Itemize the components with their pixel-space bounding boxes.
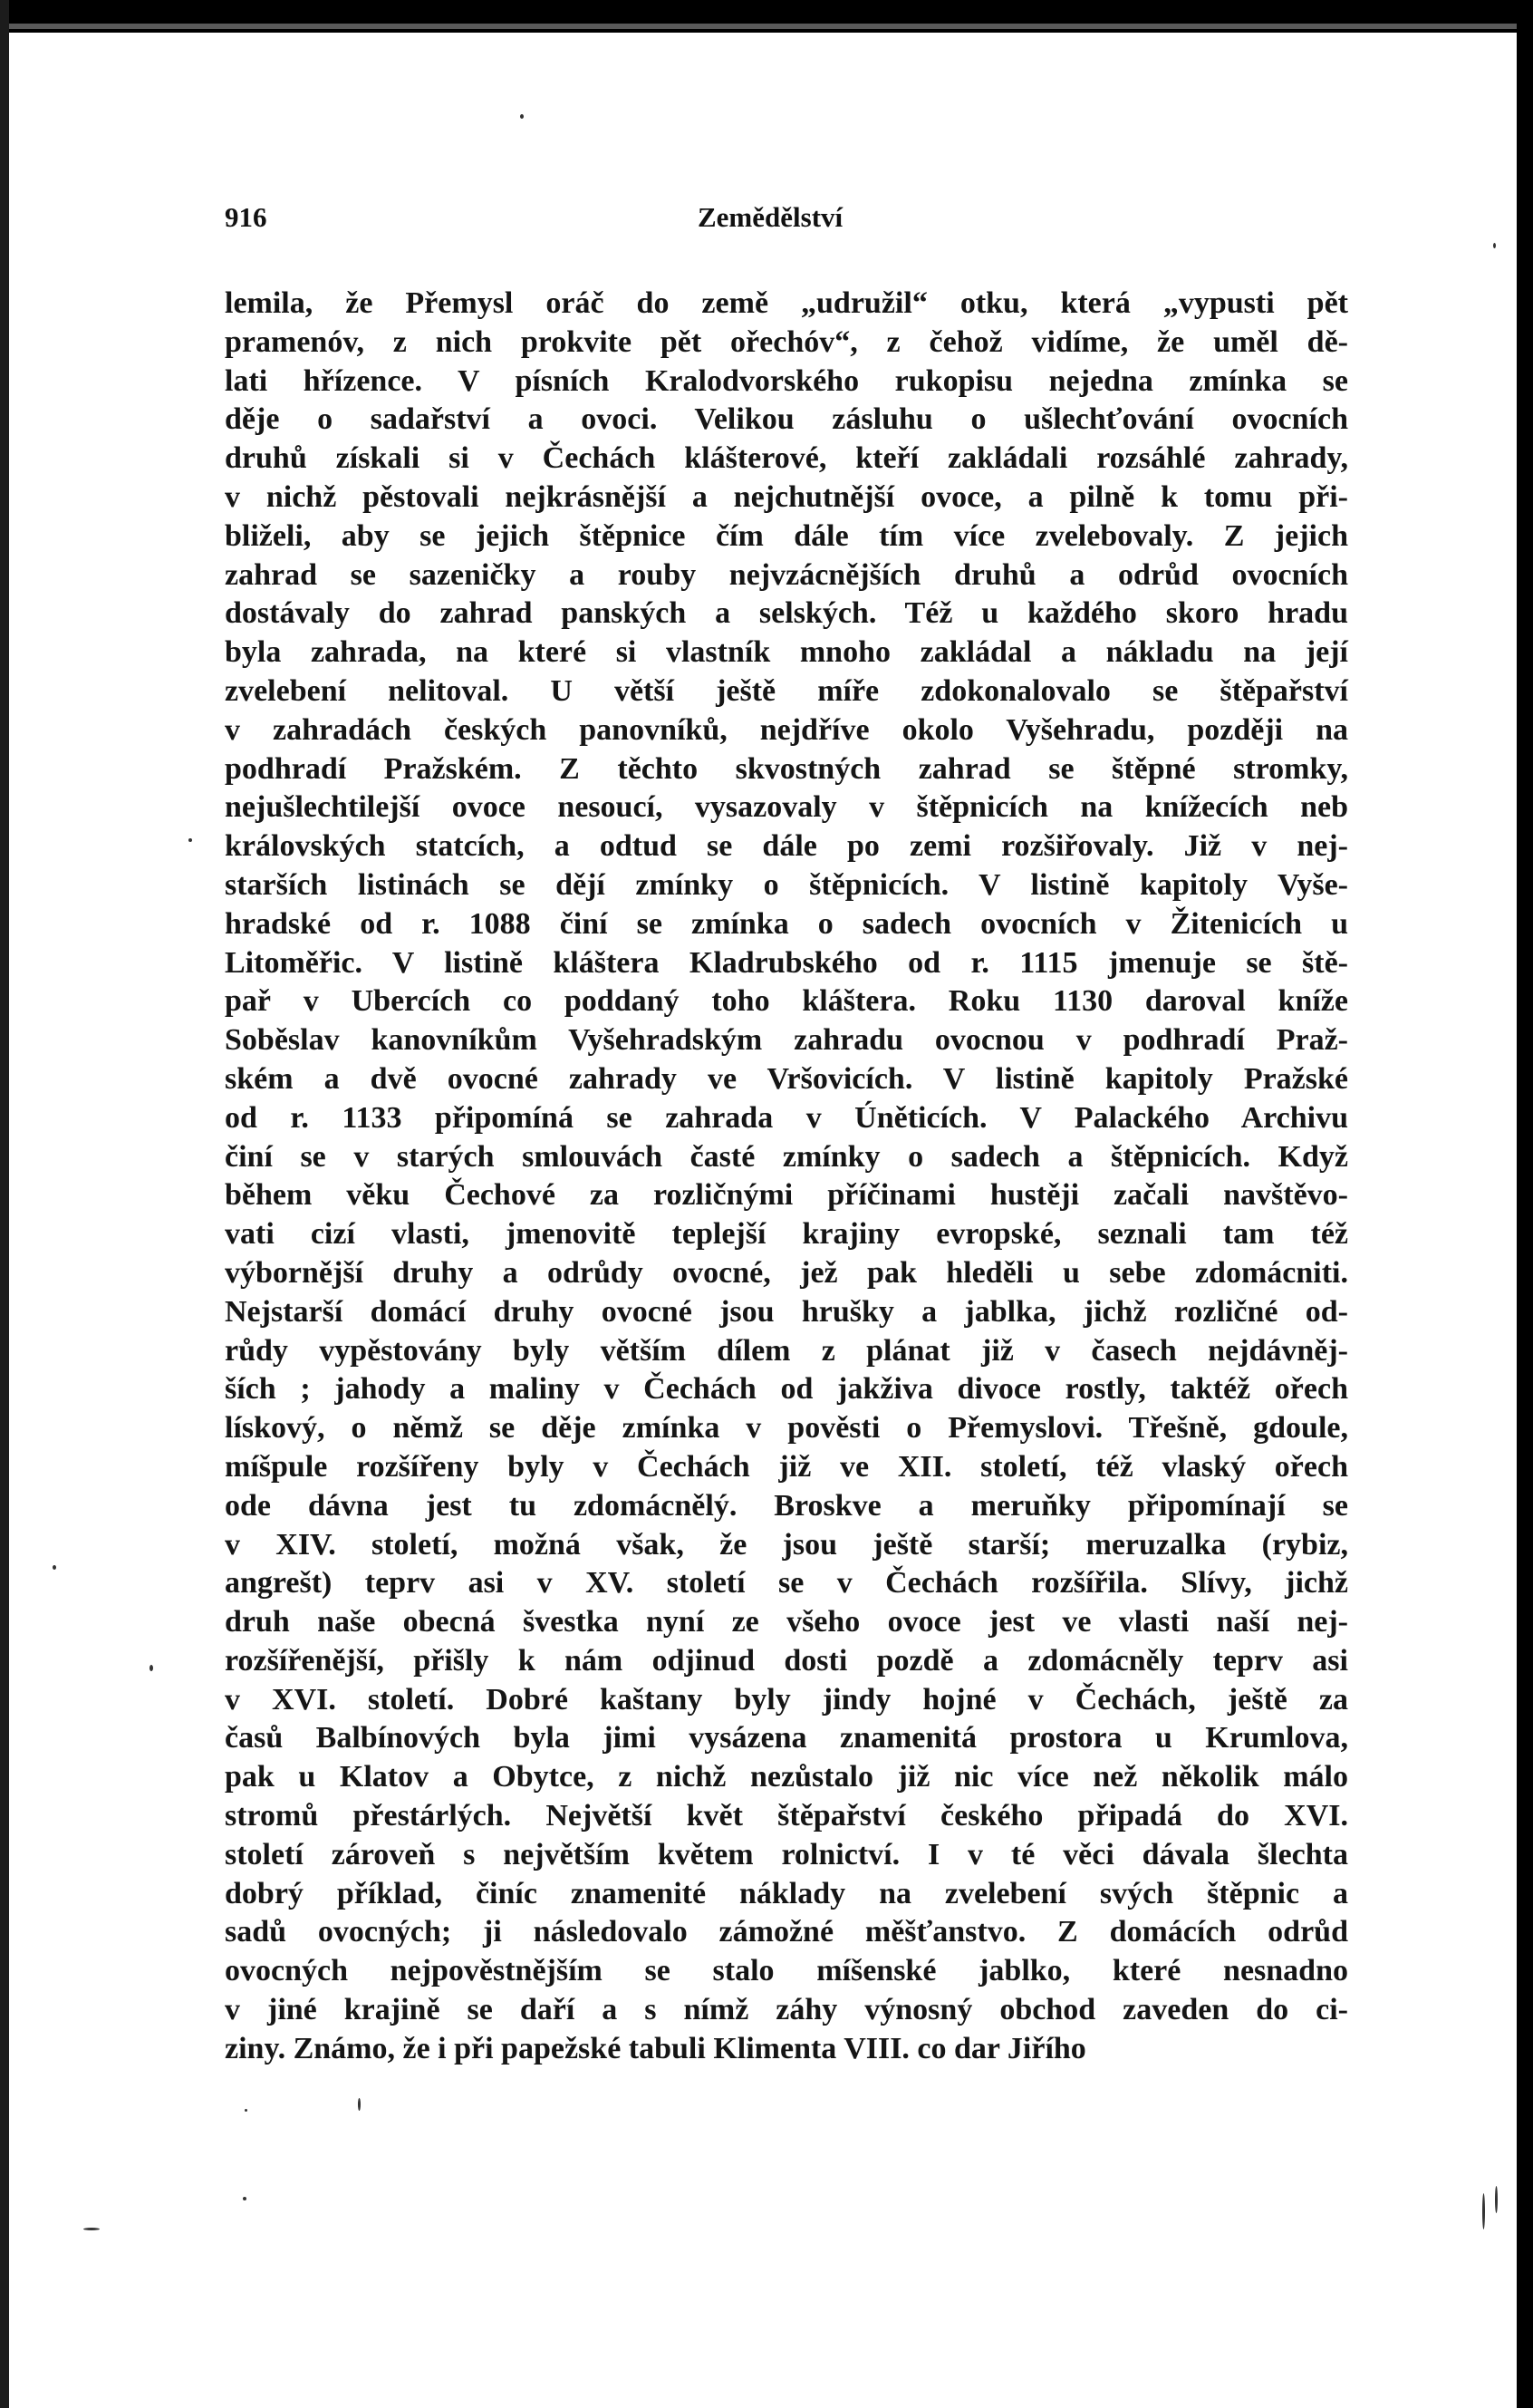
text-line: od r. 1133 připomíná se zahrada v Úněticích. V Palackého Archivu — [225, 1100, 1348, 1135]
scan-speck — [358, 2098, 361, 2111]
text-line: byla zahrada, na které si vlastník mnoho zakládal a nákladu na její — [225, 635, 1348, 670]
text-line: ském a dvě ovocné zahrady ve Vršovicích. V listině kapitoly Pražské — [225, 1061, 1348, 1096]
scan-speck — [53, 1565, 56, 1570]
page-number: 916 — [225, 201, 267, 233]
text-line: hradské od r. 1088 činí se zmínka o sadech ovocních v Žitenicích u — [225, 906, 1348, 941]
text-line: druhů získali si v Čechách klášterové, kteří zakládali rozsáhlé zahrady, — [225, 441, 1348, 476]
text-line: rozšířenější, přišly k nám odjinud dosti pozdě a zdomácněly teprv asi — [225, 1643, 1348, 1678]
text-line: století zároveň s největším květem rolnictví. I v té věci dávala šlechta — [225, 1837, 1348, 1871]
page-left-shadow — [0, 0, 9, 2408]
text-line: pař v Ubercích co poddaný toho kláštera. Roku 1130 daroval kníže — [225, 984, 1348, 1019]
text-line: starších listinách se dějí zmínky o štěpnicích. V listině kapitoly Vyše- — [225, 867, 1348, 902]
scan-speck — [1493, 243, 1496, 248]
text-line: lati hřízence. V písních Kralodvorského rukopisu nejedna zmínka se — [225, 363, 1348, 398]
text-line: výbornější druhy a odrůdy ovocné, jež pak hleděli u sebe zdomácniti. — [225, 1255, 1348, 1290]
text-line: lemila, že Přemysl oráč do země „udružil“ otku, která „vypusti pět — [225, 286, 1348, 320]
text-line: míšpule rozšířeny byly v Čechách již ve XII. století, též vlaský ořech — [225, 1449, 1348, 1484]
text-line: lískový, o němž se děje zmínka v pověsti o Přemyslovi. Třešně, gdoule, — [225, 1411, 1348, 1446]
running-title: Zemědělství — [698, 201, 844, 233]
scan-speck — [520, 114, 524, 119]
text-line: Litoměřic. V listině kláštera Kladrubského od r. 1115 jmenuje se ště- — [225, 945, 1348, 980]
page-top-edge-line — [0, 24, 1533, 29]
text-line: ziny. Známo, že i při papežské tabuli Klimenta VIII. co dar Jiřího — [225, 2031, 1086, 2065]
text-line: pak u Klatov a Obytce, z nichž nezůstalo již nic více než několik málo — [225, 1760, 1348, 1794]
text-line: angrešt) teprv asi v XV. století se v Čechách rozšířila. Slívy, jichž — [225, 1566, 1348, 1600]
text-line: královských statcích, a odtud se dále po zemi rozšiřovaly. Již v nej- — [225, 829, 1348, 864]
page-header — [225, 201, 1348, 237]
text-line: bliželi, aby se jejich štěpnice čím dále tím více zvelebovaly. Z jejich — [225, 518, 1348, 553]
body-paragraph — [225, 285, 1348, 2069]
text-line: v XVI. století. Dobré kaštany byly jindy hojné v Čechách, ještě za — [225, 1682, 1348, 1717]
text-line: druh naše obecná švestka nyní ze všeho ovoce jest ve vlasti naší nej- — [225, 1605, 1348, 1639]
scan-speck — [1482, 2193, 1485, 2229]
scan-speck — [188, 838, 192, 842]
scan-speck — [83, 2228, 100, 2230]
text-line: v jiné krajině se daří a s nímž záhy výnosný obchod zaveden do ci- — [225, 1993, 1348, 2027]
text-line: v nichž pěstovali nejkrásnější a nejchutnější ovoce, a pilně k tomu při- — [225, 479, 1348, 514]
scan-speck — [245, 2109, 247, 2112]
text-line: zvelebení nelitoval. U větší ještě míře zdokonalovalo se štěpařství — [225, 673, 1348, 708]
scan-speck — [243, 2197, 246, 2200]
text-line: činí se v starých smlouvách časté zmínky o sadech a štěpnicích. Když — [225, 1139, 1348, 1174]
text-line: pramenóv, z nich prokvite pět ořechóv“, z čehož vidíme, že uměl dě- — [225, 324, 1348, 359]
text-line: ších ; jahody a maliny v Čechách od jakživa divoce rostly, taktéž ořech — [225, 1372, 1348, 1407]
scan-speck — [149, 1665, 153, 1671]
text-line: nejušlechtilejší ovoce nesoucí, vysazovaly v štěpnicích na knížecích neb — [225, 790, 1348, 825]
text-line: časů Balbínových byla jimi vysázena znamenitá prostora u Krumlova, — [225, 1721, 1348, 1755]
text-line: sadů ovocných; ji následovalo zámožné měšťanstvo. Z domácích odrůd — [225, 1915, 1348, 1949]
text-line: v XIV. století, možná však, že jsou ještě starší; meruzalka (rybiz, — [225, 1527, 1348, 1562]
text-line: během věku Čechové za rozličnými příčinami hustěji začali navštěvo- — [225, 1178, 1348, 1213]
text-line: ovocných nejpověstnějším se stalo míšenské jablko, které nesnadno — [225, 1954, 1348, 1988]
text-line: Soběslav kanovníkům Vyšehradským zahradu ovocnou v podhradí Praž- — [225, 1023, 1348, 1058]
text-line: podhradí Pražském. Z těchto skvostných zahrad se štěpné stromky, — [225, 751, 1348, 786]
text-line: stromů přestárlých. Největší květ štěpařství českého připadá do XVI. — [225, 1799, 1348, 1833]
text-line: Nejstarší domácí druhy ovocné jsou hrušky a jablka, jichž rozličné od- — [225, 1294, 1348, 1329]
text-line: v zahradách českých panovníků, nejdříve okolo Vyšehradu, později na — [225, 712, 1348, 747]
text-line: zahrad se sazeničky a rouby nejvzácnějších druhů a odrůd ovocních — [225, 557, 1348, 592]
text-line: ode dávna jest tu zdomácnělý. Broskve a meruňky připomínají se — [225, 1488, 1348, 1523]
text-line: růdy vypěstovány byly větším dílem z plánat již v časech nejdávněj- — [225, 1333, 1348, 1368]
text-line: děje o sadařství a ovoci. Velikou zásluhu o ušlechťování ovocních — [225, 402, 1348, 437]
text-line: dobrý příklad, činíc znamenité náklady na zvelebení svých štěpnic a — [225, 1876, 1348, 1910]
text-line: vati cizí vlasti, jmenovitě teplejší krajiny evropské, seznali tam též — [225, 1217, 1348, 1252]
page-right-shadow — [1517, 0, 1533, 2408]
text-line: dostávaly do zahrad panských a selských. Též u každého skoro hradu — [225, 596, 1348, 631]
scan-speck — [1495, 2186, 1498, 2213]
